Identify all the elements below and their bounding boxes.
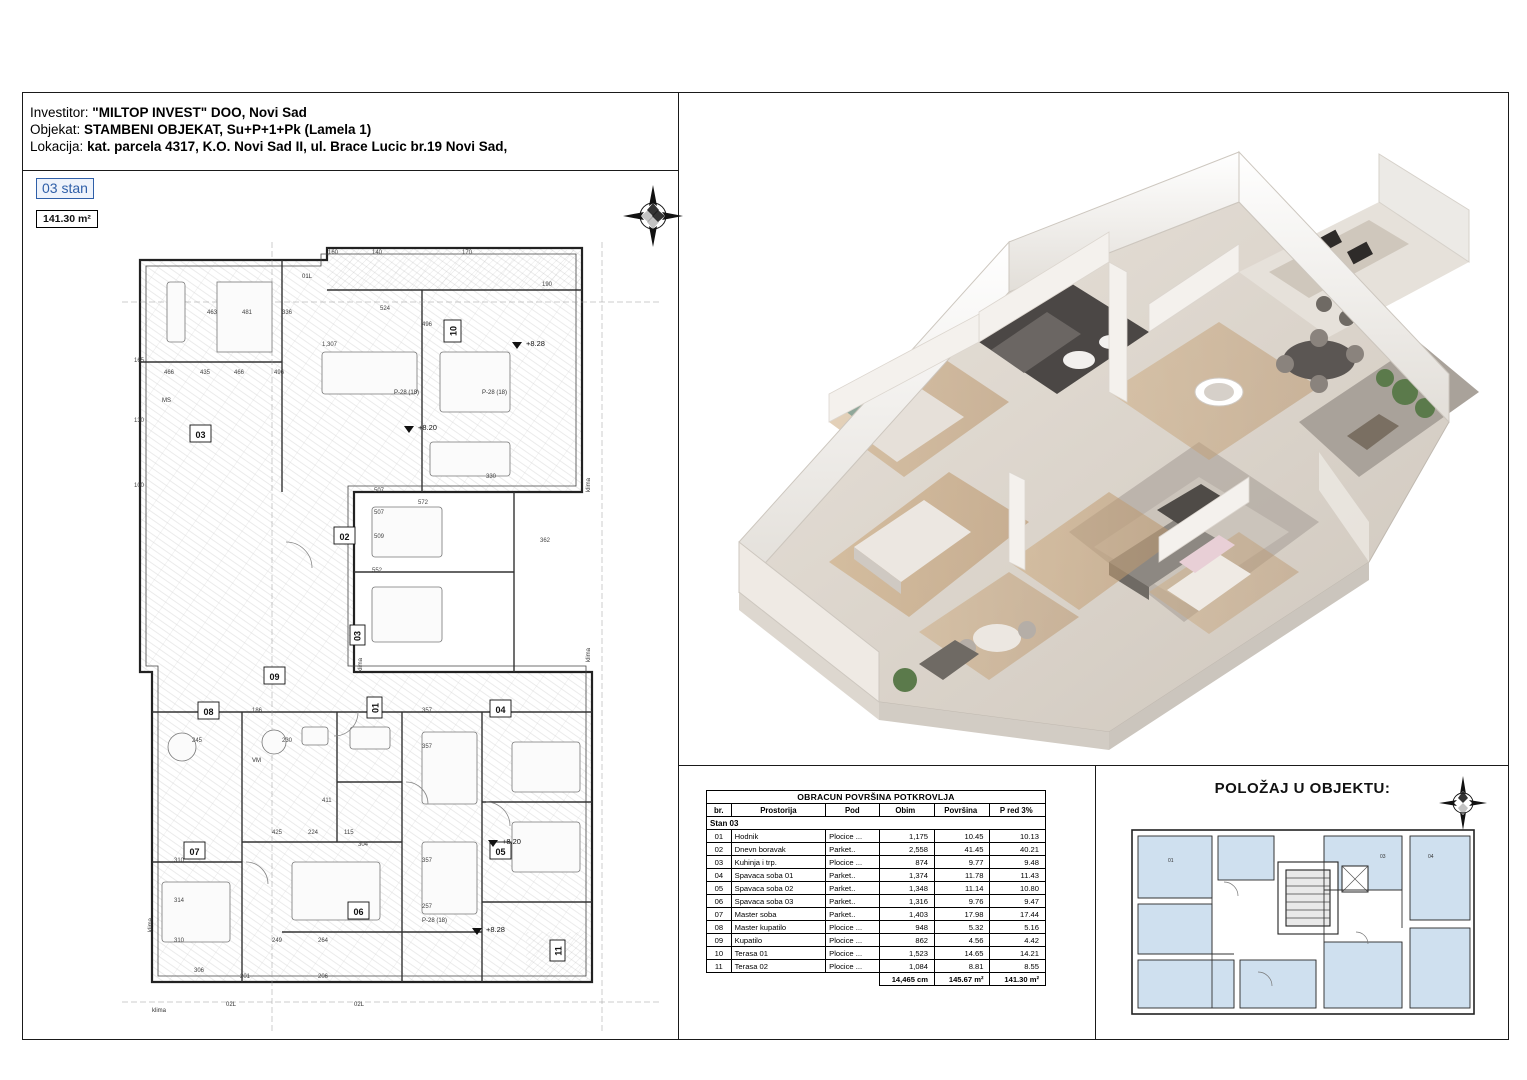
cell-obim: 1,084 (879, 960, 934, 973)
plan-room-marker-10 (444, 320, 461, 342)
svg-text:257: 257 (422, 904, 433, 910)
cell-room: Kupatilo (731, 934, 826, 947)
svg-text:01: 01 (1168, 858, 1174, 864)
cell-br: 03 (707, 856, 732, 869)
cell-obim: 874 (879, 856, 934, 869)
svg-text:100: 100 (134, 483, 145, 489)
cell-pred: 11.43 (990, 869, 1046, 882)
cell-pod: Parket.. (826, 869, 879, 882)
svg-text:186: 186 (252, 708, 263, 714)
svg-text:357: 357 (422, 858, 433, 864)
object-line (30, 121, 677, 138)
total-obim: 14,465 cm (879, 973, 934, 986)
plan-room-marker-09 (264, 667, 285, 684)
svg-text:130: 130 (134, 418, 145, 424)
cell-obim: 862 (879, 934, 934, 947)
svg-text:330: 330 (486, 474, 497, 480)
cell-br: 06 (707, 895, 732, 908)
cell-pod: Plocice ... (826, 830, 879, 843)
title-block (22, 92, 677, 163)
svg-text:1,307: 1,307 (322, 342, 338, 348)
plan-room-marker-01 (367, 697, 382, 718)
position-title: POLOŽAJ U OBJEKTU: (1214, 780, 1391, 797)
cell-obim: 1,403 (879, 908, 934, 921)
svg-text:463: 463 (207, 310, 218, 316)
col-pod: Pod (826, 804, 879, 817)
svg-text:314: 314 (174, 898, 185, 904)
svg-text:552: 552 (372, 568, 383, 574)
svg-text:435: 435 (200, 370, 211, 376)
cell-br: 11 (707, 960, 732, 973)
svg-text:481: 481 (242, 310, 253, 316)
cell-br: 02 (707, 843, 732, 856)
svg-text:466: 466 (234, 370, 245, 376)
col-br: br. (707, 804, 732, 817)
svg-text:04: 04 (1428, 854, 1434, 860)
svg-text:+8.20: +8.20 (502, 837, 521, 846)
table-row[interactable] (707, 895, 1046, 908)
cell-pod: Parket.. (826, 895, 879, 908)
svg-text:+8.28: +8.28 (486, 925, 505, 934)
cell-room: Dnevn boravak (731, 843, 826, 856)
cell-povrsina: 11.78 (935, 869, 990, 882)
svg-text:190: 190 (542, 282, 553, 288)
svg-text:03: 03 (195, 430, 206, 440)
svg-text:03: 03 (352, 630, 363, 642)
svg-text:310: 310 (174, 858, 185, 864)
svg-text:klima: klima (586, 647, 592, 662)
svg-text:170: 170 (462, 250, 473, 256)
svg-text:264: 264 (318, 938, 329, 944)
building-key-plan[interactable] (1128, 822, 1478, 1022)
svg-text:362: 362 (540, 538, 551, 544)
cell-pred: 17.44 (990, 908, 1046, 921)
apartment-tag[interactable]: 03 stan (36, 178, 94, 199)
cell-obim: 2,558 (879, 843, 934, 856)
apartment-area-badge: 141.30 m² (36, 210, 98, 228)
area-calculation-panel[interactable] (679, 766, 1094, 1040)
svg-text:357: 357 (422, 744, 433, 750)
svg-text:224: 224 (308, 830, 319, 836)
investor-value: "MILTOP INVEST" DOO, Novi Sad (92, 105, 307, 120)
title-block-underline (22, 170, 678, 171)
cell-pred: 10.80 (990, 882, 1046, 895)
cell-pred: 9.48 (990, 856, 1046, 869)
svg-text:08: 08 (203, 707, 214, 717)
cell-povrsina: 17.98 (935, 908, 990, 921)
svg-text:357: 357 (422, 708, 433, 714)
table-group-row (707, 817, 1046, 830)
col-obim: Obim (879, 804, 934, 817)
svg-text:05: 05 (495, 847, 506, 857)
svg-text:115: 115 (344, 830, 354, 836)
svg-text:249: 249 (272, 938, 283, 944)
svg-text:165: 165 (134, 358, 145, 364)
cell-pred: 9.47 (990, 895, 1046, 908)
cell-br: 07 (707, 908, 732, 921)
cell-povrsina: 14.65 (935, 947, 990, 960)
cell-obim: 1,348 (879, 882, 934, 895)
svg-text:02: 02 (339, 532, 350, 542)
table-row[interactable] (707, 882, 1046, 895)
svg-text:306: 306 (194, 968, 205, 974)
cell-pred: 14.21 (990, 947, 1046, 960)
cell-room: Master soba (731, 908, 826, 921)
cell-br: 01 (707, 830, 732, 843)
plan-room-marker-02 (334, 527, 355, 544)
cell-povrsina: 9.76 (935, 895, 990, 908)
cell-obim: 1,316 (879, 895, 934, 908)
cell-pred: 5.16 (990, 921, 1046, 934)
cell-room: Master kupatilo (731, 921, 826, 934)
isometric-render-svg (679, 92, 1509, 764)
cell-pod: Parket.. (826, 843, 879, 856)
cell-obim: 1,523 (879, 947, 934, 960)
svg-text:496: 496 (422, 322, 433, 328)
plan-room-marker-11 (550, 940, 565, 961)
svg-text:+8.20: +8.20 (418, 423, 437, 432)
table-row[interactable] (707, 830, 1046, 843)
total-pred: 141.30 m² (990, 973, 1046, 986)
cell-pod: Plocice ... (826, 934, 879, 947)
svg-text:07: 07 (189, 847, 200, 857)
svg-text:+8.28: +8.28 (526, 339, 545, 348)
cell-room: Terasa 01 (731, 947, 826, 960)
svg-text:230: 230 (282, 738, 293, 744)
svg-text:09: 09 (269, 672, 280, 682)
frame-left-line (22, 92, 23, 1040)
cell-br: 05 (707, 882, 732, 895)
plan-room-marker-07 (184, 842, 205, 859)
drawing-sheet (22, 92, 1509, 1040)
svg-text:klima: klima (148, 917, 154, 932)
cell-br: 10 (707, 947, 732, 960)
cell-br: 08 (707, 921, 732, 934)
table-total-row (707, 973, 1046, 986)
plan-room-marker-03 (190, 425, 211, 442)
compass-rose-main (618, 180, 688, 250)
investor-line (30, 104, 677, 121)
col-pred: P red 3% (990, 804, 1046, 817)
svg-text:klima: klima (152, 1008, 167, 1014)
cell-povrsina: 41.45 (935, 843, 990, 856)
svg-text:01L: 01L (302, 274, 313, 280)
cell-br: 04 (707, 869, 732, 882)
cell-pred: 4.42 (990, 934, 1046, 947)
svg-text:425: 425 (272, 830, 283, 836)
svg-text:01: 01 (370, 702, 381, 714)
svg-text:206: 206 (318, 974, 329, 980)
cell-pod: Parket.. (826, 882, 879, 895)
cell-pred: 8.55 (990, 960, 1046, 973)
cell-room: Terasa 02 (731, 960, 826, 973)
cell-povrsina: 5.32 (935, 921, 990, 934)
cell-pod: Plocice ... (826, 960, 879, 973)
svg-text:02L: 02L (354, 1002, 365, 1008)
svg-text:509: 509 (374, 534, 385, 540)
cell-povrsina: 10.45 (935, 830, 990, 843)
svg-text:klima: klima (358, 657, 364, 672)
svg-text:160: 160 (328, 250, 339, 256)
plan-room-marker-04 (490, 700, 511, 717)
table-row[interactable] (707, 947, 1046, 960)
table-title: OBRACUN POVRŠINA POTKROVLJA (707, 791, 1046, 804)
table-row[interactable] (707, 856, 1046, 869)
svg-text:411: 411 (322, 798, 332, 804)
col-povrsina: Površina (935, 804, 990, 817)
cell-room: Spavaca soba 03 (731, 895, 826, 908)
isometric-render-panel[interactable] (679, 92, 1509, 764)
svg-text:02L: 02L (226, 1002, 237, 1008)
area-table (706, 790, 1046, 986)
cell-room: Hodnik (731, 830, 826, 843)
svg-text:245: 245 (192, 738, 203, 744)
position-in-building-panel[interactable] (1096, 766, 1509, 1040)
svg-text:507: 507 (374, 488, 385, 494)
cell-pred: 10.13 (990, 830, 1046, 843)
svg-text:04: 04 (495, 705, 506, 715)
plan-room-marker-08 (198, 702, 219, 719)
total-povrsina: 145.67 m² (935, 973, 990, 986)
svg-text:336: 336 (282, 310, 293, 316)
svg-text:klima: klima (586, 477, 592, 492)
cell-pod: Plocice ... (826, 921, 879, 934)
svg-text:11: 11 (553, 946, 564, 956)
cell-obim: 1,175 (879, 830, 934, 843)
col-room: Prostorija (731, 804, 826, 817)
table-row[interactable] (707, 934, 1046, 947)
cell-pod: Plocice ... (826, 856, 879, 869)
svg-text:304: 304 (358, 842, 369, 848)
cell-room: Spavaca soba 02 (731, 882, 826, 895)
table-row[interactable] (707, 921, 1046, 934)
svg-text:P-28 (18): P-28 (18) (394, 390, 420, 396)
svg-text:10: 10 (448, 325, 459, 337)
cell-povrsina: 11.14 (935, 882, 990, 895)
floor-plan-svg (122, 242, 662, 1032)
investor-label: Investitor: (30, 105, 89, 120)
location-value: kat. parcela 4317, K.O. Novi Sad II, ul. Brace Lucic br.19 Novi Sad, (87, 139, 508, 154)
svg-text:310: 310 (174, 938, 185, 944)
table-row[interactable] (707, 960, 1046, 973)
table-row[interactable] (707, 869, 1046, 882)
cell-pod: Parket.. (826, 908, 879, 921)
cell-obim: 1,374 (879, 869, 934, 882)
cell-room: Kuhinja i trp. (731, 856, 826, 869)
svg-text:P-28 (18): P-28 (18) (422, 918, 448, 924)
cell-br: 09 (707, 934, 732, 947)
cell-pred: 40.21 (990, 843, 1046, 856)
location-label: Lokacija: (30, 139, 84, 154)
table-header-row (707, 804, 1046, 817)
location-line (30, 138, 677, 155)
svg-text:VM: VM (252, 758, 261, 764)
svg-text:507: 507 (374, 510, 385, 516)
svg-text:201: 201 (240, 974, 251, 980)
svg-text:140: 140 (372, 250, 383, 256)
cell-povrsina: 9.77 (935, 856, 990, 869)
object-value: STAMBENI OBJEKAT, Su+P+1+Pk (Lamela 1) (84, 122, 372, 137)
cell-povrsina: 8.81 (935, 960, 990, 973)
svg-text:MS: MS (162, 398, 171, 404)
object-label: Objekat: (30, 122, 81, 137)
table-title-row (707, 791, 1046, 804)
svg-text:06: 06 (353, 907, 364, 917)
svg-text:03: 03 (1380, 854, 1386, 860)
cell-povrsina: 4.56 (935, 934, 990, 947)
cell-pod: Plocice ... (826, 947, 879, 960)
svg-text:P-28 (18): P-28 (18) (482, 390, 508, 396)
table-group-label: Stan 03 (707, 817, 826, 830)
cell-obim: 948 (879, 921, 934, 934)
svg-text:466: 466 (164, 370, 175, 376)
floor-plan[interactable] (122, 242, 662, 1032)
svg-text:572: 572 (418, 500, 429, 506)
table-row[interactable] (707, 843, 1046, 856)
plan-room-marker-06 (348, 902, 369, 919)
plan-room-marker-03b (350, 625, 365, 645)
svg-text:496: 496 (274, 370, 285, 376)
table-row[interactable] (707, 908, 1046, 921)
svg-text:524: 524 (380, 306, 391, 312)
cell-room: Spavaca soba 01 (731, 869, 826, 882)
